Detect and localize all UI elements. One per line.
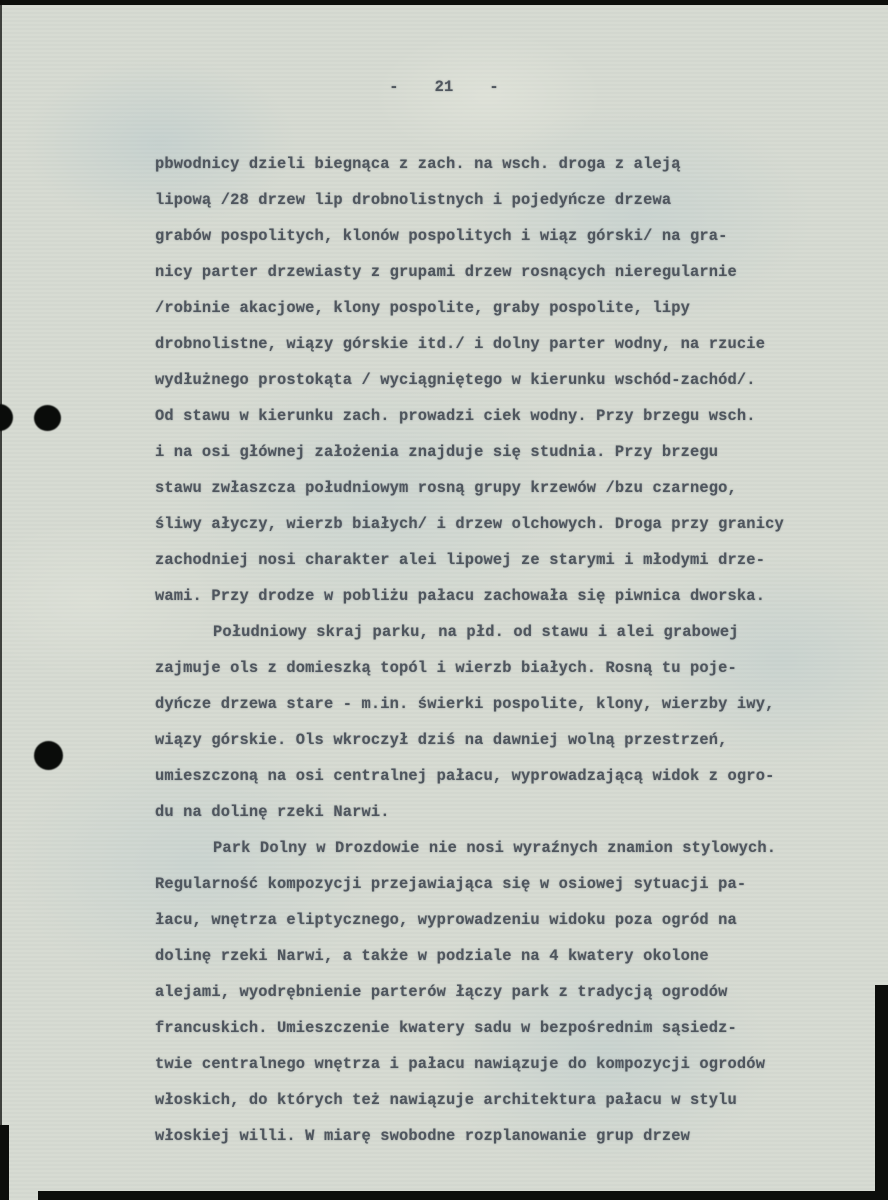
page-number bbox=[0, 78, 888, 96]
punch-mark bbox=[34, 405, 61, 431]
text-line: alejami, wyodrębnienie parterów łączy park z tradycją ogrodów bbox=[155, 983, 728, 1001]
text-line: francuskich. Umieszczenie kwatery sadu w bezpośrednim sąsiedz- bbox=[155, 1019, 737, 1037]
paragraph bbox=[155, 614, 780, 830]
text-line: du na dolinę rzeki Narwi. bbox=[155, 803, 390, 821]
scan-edge-left-bottom bbox=[0, 1125, 9, 1200]
text-line: dyńcze drzewa stare - m.in. świerki pospolite, klony, wierzby iwy, bbox=[155, 695, 775, 713]
text-line: Regularność kompozycji przejawiająca się w osiowej sytuacji pa- bbox=[155, 875, 747, 893]
page-number-value: 21 bbox=[434, 78, 454, 96]
text-line: umieszczoną na osi centralnej pałacu, wyprowadzającą widok z ogro- bbox=[155, 767, 775, 785]
text-line: i na osi głównej założenia znajduje się studnia. Przy brzegu bbox=[155, 443, 719, 461]
punch-mark bbox=[34, 741, 63, 770]
text-line: grabów pospolitych, klonów pospolitych i wiąz górski/ na gra- bbox=[155, 227, 728, 245]
text-line: włoskiej willi. W miarę swobodne rozplanowanie grup drzew bbox=[155, 1127, 690, 1145]
text-line: lipową /28 drzew lip drobnolistnych i pojedyńcze drzewa bbox=[155, 191, 672, 209]
page-number-dash-right: - bbox=[489, 78, 499, 96]
text-line: pbwodnicy dzieli biegnąca z zach. na wsch. droga z aleją bbox=[155, 155, 681, 173]
text-line: /robinie akacjowe, klony pospolite, graby pospolite, lipy bbox=[155, 299, 690, 317]
text-line: wiązy górskie. Ols wkroczył dziś na dawniej wolną przestrzeń, bbox=[155, 731, 728, 749]
text-line: nicy parter drzewiasty z grupami drzew rosnących nieregularnie bbox=[155, 263, 737, 281]
scan-edge-right bbox=[875, 985, 888, 1200]
text-line: łacu, wnętrza eliptycznego, wyprowadzeniu widoku poza ogród na bbox=[155, 911, 737, 929]
text-line: Park Dolny w Drozdowie nie nosi wyraźnych znamion stylowych. bbox=[213, 839, 777, 857]
scan-edge-top bbox=[0, 0, 888, 5]
text-line: twie centralnego wnętrza i pałacu nawiązuje do kompozycji ogrodów bbox=[155, 1055, 766, 1073]
text-line: stawu zwłaszcza południowym rosną grupy krzewów /bzu czarnego, bbox=[155, 479, 737, 497]
text-line: włoskich, do których też nawiązuje architektura pałacu w stylu bbox=[155, 1091, 737, 1109]
text-line: śliwy ałyczy, wierzb białych/ i drzew olchowych. Droga przy granicy bbox=[155, 515, 784, 533]
text-line: wami. Przy drodze w pobliżu pałacu zachowała się piwnica dworska. bbox=[155, 587, 766, 605]
paragraph bbox=[155, 146, 784, 614]
text-line: drobnolistne, wiązy górskie itd./ i dolny parter wodny, na rzucie bbox=[155, 335, 766, 353]
paragraph bbox=[155, 830, 780, 1154]
scan-edge-left bbox=[0, 0, 2, 1200]
typewritten-text bbox=[155, 146, 784, 1154]
text-line: Od stawu w kierunku zach. prowadzi ciek wodny. Przy brzegu wsch. bbox=[155, 407, 756, 425]
text-line: wydłużnego prostokąta / wyciągniętego w kierunku wschód-zachód/. bbox=[155, 371, 756, 389]
text-line: dolinę rzeki Narwi, a także w podziale na 4 kwatery okolone bbox=[155, 947, 709, 965]
page-number-dash-left: - bbox=[389, 78, 399, 96]
text-line: zajmuje ols z domieszką topól i wierzb białych. Rosną tu poje- bbox=[155, 659, 737, 677]
scan-edge-bottom bbox=[38, 1191, 888, 1200]
text-line: zachodniej nosi charakter alei lipowej ze starymi i młodymi drze- bbox=[155, 551, 766, 569]
text-line: Południowy skraj parku, na płd. od stawu i alei grabowej bbox=[213, 623, 739, 641]
